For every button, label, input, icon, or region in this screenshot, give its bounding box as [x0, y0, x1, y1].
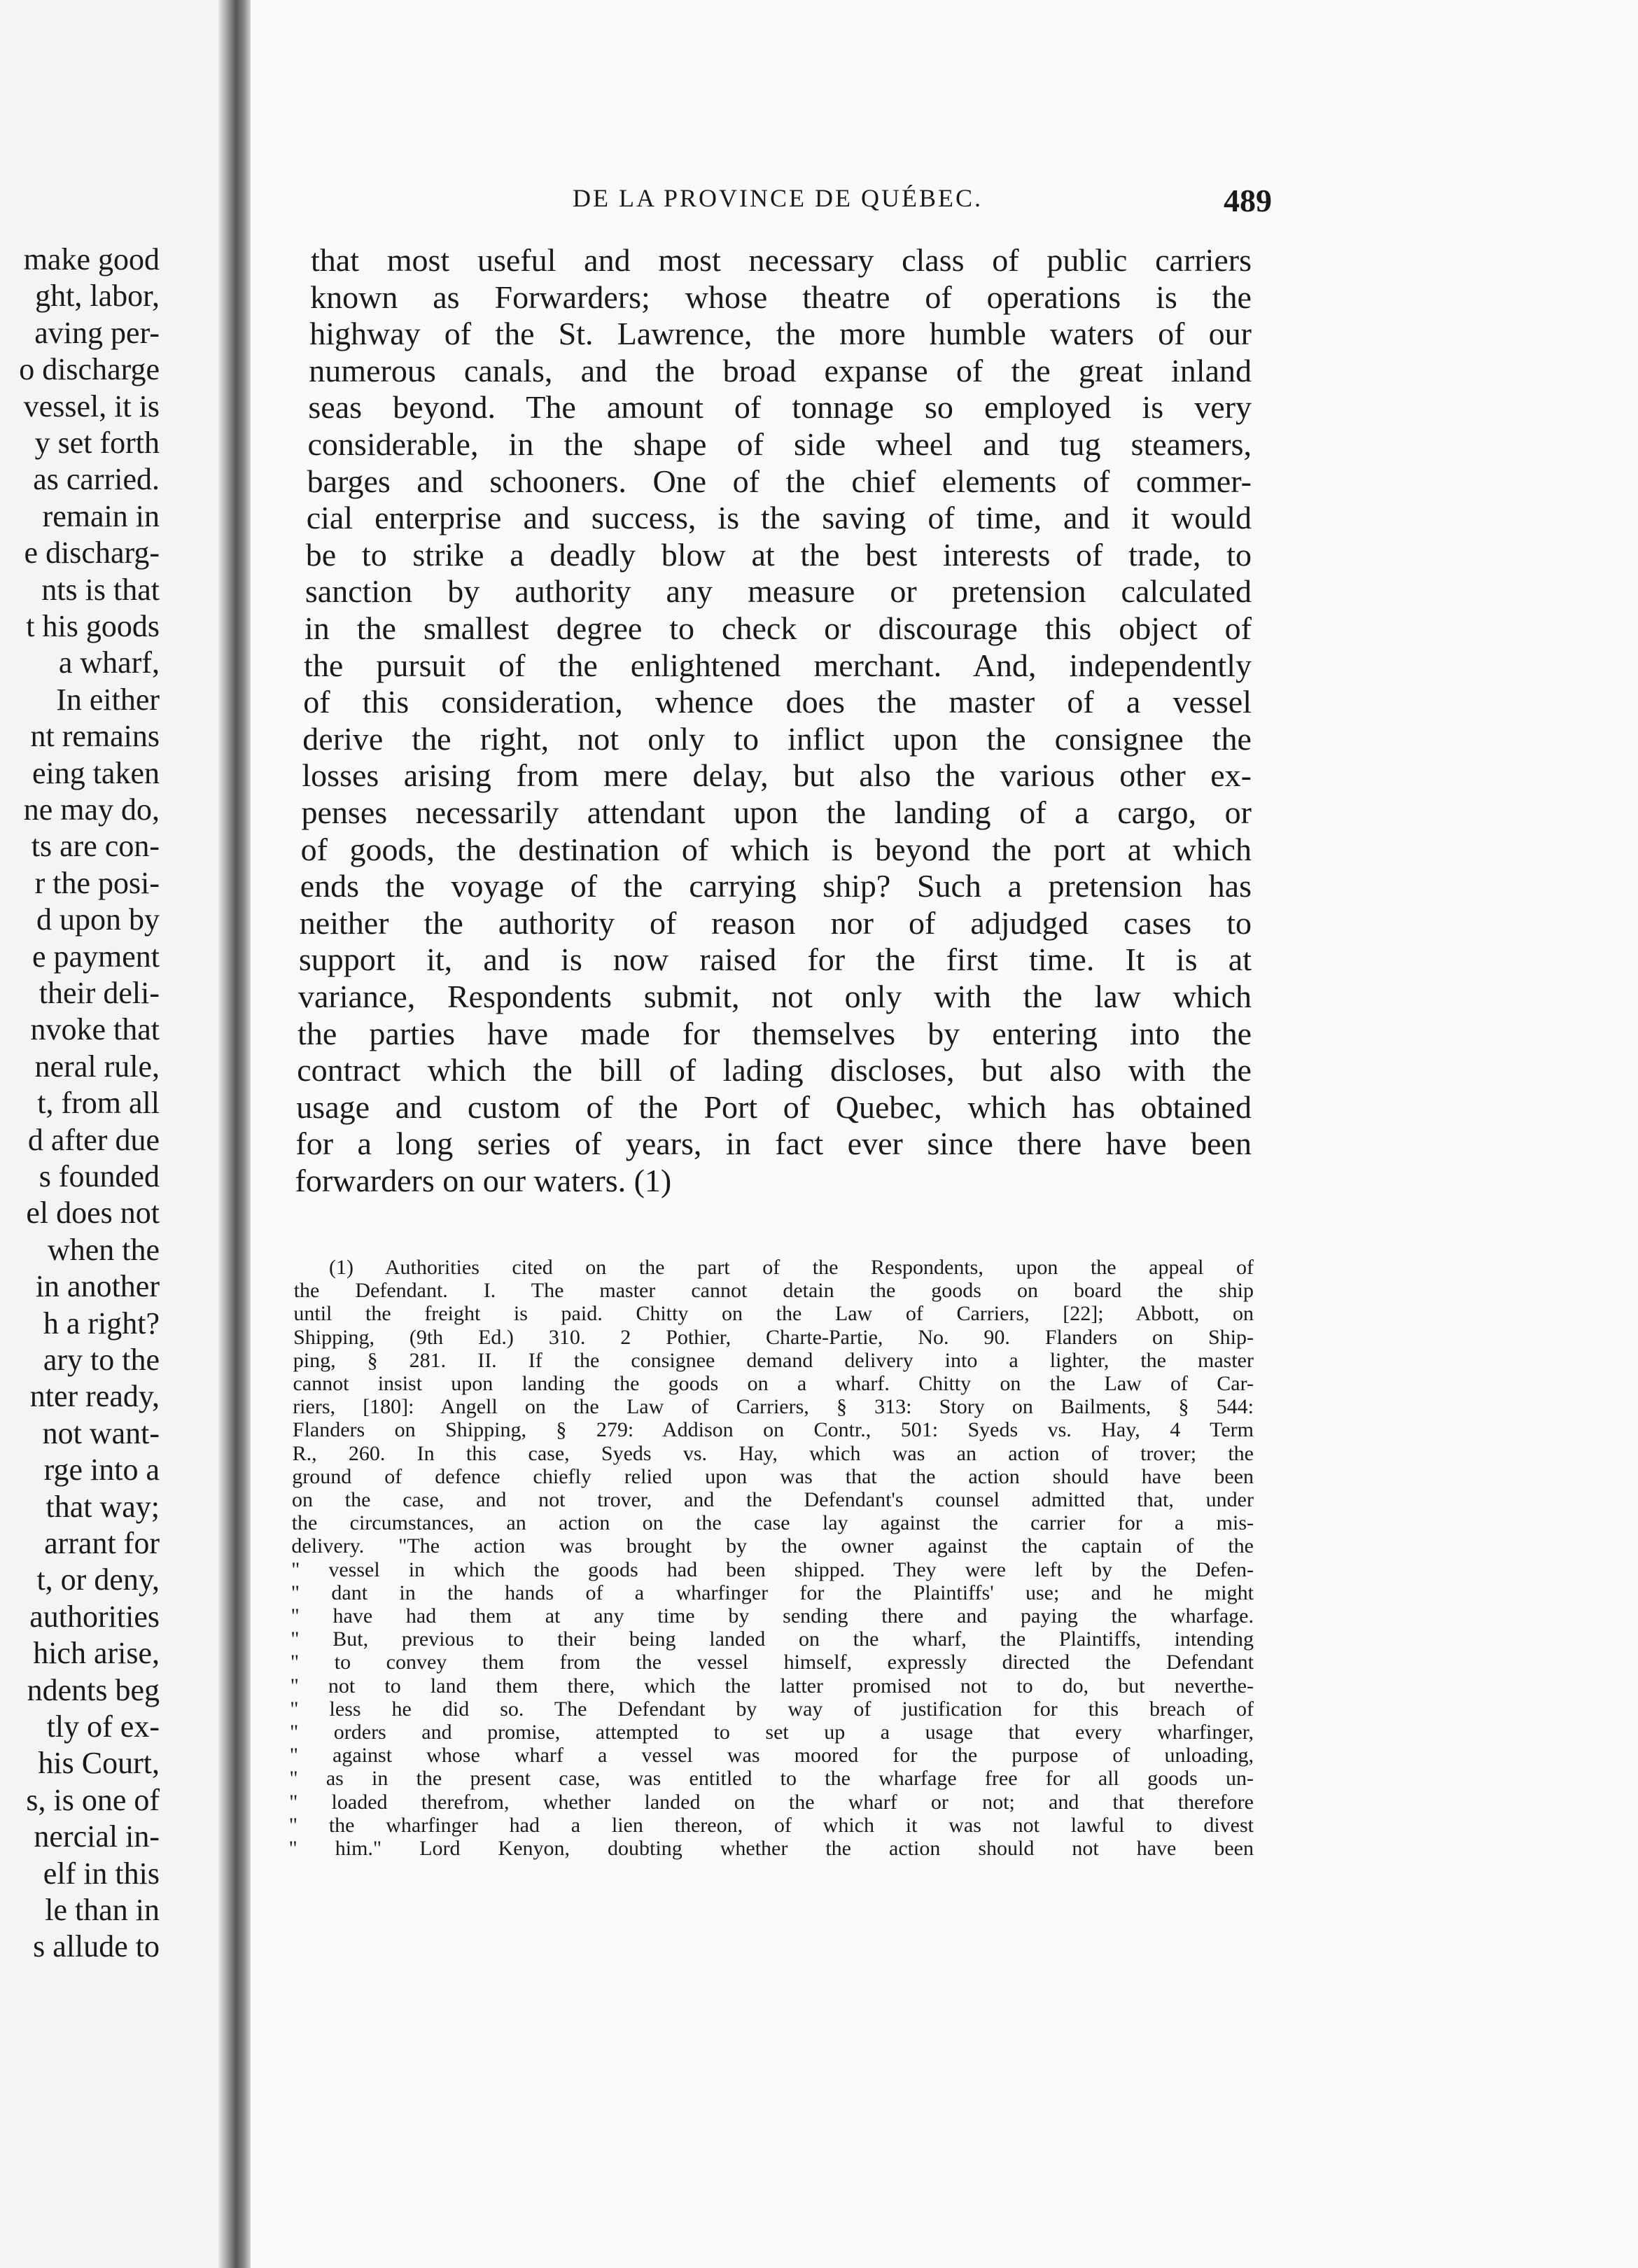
- body-line: of goods, the destination of which is beyond the port at which: [300, 831, 1252, 867]
- left-page-line: when the: [47, 1232, 160, 1267]
- footnote-line: " orders and promise, attempted to set up a usage that every wharfinger,: [290, 1721, 1254, 1744]
- left-page-line: e discharg-: [24, 536, 160, 570]
- left-page-line: t, from all: [37, 1086, 160, 1121]
- left-page-line: ndents beg: [27, 1672, 160, 1707]
- left-page-line: ght, labor,: [35, 279, 160, 314]
- left-page-line: t his goods: [26, 609, 160, 643]
- left-page-line: authorities: [29, 1599, 160, 1634]
- left-page-line: nter ready,: [29, 1379, 160, 1414]
- body-line: forwarders on our waters. (1): [295, 1163, 672, 1198]
- left-page-line: ary to the: [43, 1343, 160, 1377]
- footnote-line: R., 260. In this case, Syeds vs. Hay, which was an action of trover; the: [292, 1441, 1254, 1465]
- left-page-line: s allude to: [33, 1929, 160, 1964]
- left-page-line: elf in this: [43, 1856, 160, 1891]
- body-line: seas beyond. The amount of tonnage so employed is very: [308, 389, 1252, 426]
- body-line: highway of the St. Lawrence, the more humble waters of our: [309, 316, 1252, 352]
- left-page-line: tly of ex-: [46, 1709, 160, 1744]
- body-line: sanction by authority any measure or pretension calculated: [304, 573, 1252, 610]
- left-page-line: r the posi-: [34, 865, 160, 900]
- left-page-line: nercial in-: [34, 1819, 160, 1854]
- left-page-line: arrant for: [44, 1526, 160, 1560]
- left-page-line: eing taken: [31, 755, 160, 790]
- footnote-line: the circumstances, an action on the case lay against the carrier for a mis-: [291, 1511, 1254, 1535]
- left-page-line: in another: [35, 1269, 160, 1304]
- left-page-line: not want-: [42, 1415, 160, 1450]
- left-page-line: s, is one of: [26, 1782, 160, 1817]
- left-page-line: nvoke that: [30, 1012, 160, 1047]
- footnote-line: " have had them at any time by sending there and paying the wharfage.: [290, 1604, 1254, 1628]
- left-page-line: ts are con-: [31, 829, 160, 864]
- left-page-line: In either: [56, 682, 160, 717]
- body-line: ends the voyage of the carrying ship? Such a pretension has: [300, 868, 1252, 904]
- left-page-line: neral rule,: [34, 1049, 160, 1084]
- footnote-line: " against whose wharf a vessel was moored for the purpose of unloading,: [289, 1744, 1254, 1768]
- footnote-line: cannot insist upon landing the goods on a wharf. Chitty on the Law of Car-: [293, 1372, 1254, 1395]
- body-line: losses arising from mere delay, but also the various other ex-: [302, 757, 1252, 794]
- left-page-line: their deli-: [38, 976, 160, 1010]
- running-head-title: DE LA PROVINCE DE QUÉBEC.: [573, 184, 983, 212]
- body-line: of this consideration, whence does the master of a vessel: [303, 684, 1252, 720]
- footnote-line: Shipping, (9th Ed.) 310. 2 Pothier, Charte-Partie, No. 90. Flanders on Ship-: [293, 1325, 1254, 1349]
- body-line: that most useful and most necessary class of public carriers: [311, 242, 1252, 278]
- footnote-line: " But, previous to their being landed on the wharf, the Plaintiffs, intending: [290, 1628, 1254, 1651]
- left-page-line: y set forth: [34, 426, 160, 460]
- left-page-line: ne may do,: [23, 792, 160, 827]
- footnote-line: on the case, and not trover, and the Defendant's counsel admitted that, under: [292, 1488, 1254, 1511]
- footnote-line: until the freight is paid. Chitty on the Law of Carriers, [22]; Abbott, on: [293, 1302, 1254, 1326]
- footnote-line: delivery. "The action was brought by the owner against the captain of the: [291, 1534, 1254, 1558]
- book-gutter: [218, 0, 251, 2268]
- left-page-line: h a right?: [43, 1306, 160, 1340]
- left-page-line: d after due: [27, 1122, 160, 1157]
- body-line: support it, and is now raised for the first time. It is at: [298, 941, 1252, 978]
- left-page-line: hich arise,: [33, 1636, 160, 1671]
- body-line: barges and schooners. One of the chief elements of commer-: [307, 463, 1252, 499]
- footnote-line: " as in the present case, was entitled to the wharfage free for all goods un-: [289, 1767, 1254, 1791]
- left-page-line: his Court,: [38, 1746, 160, 1781]
- body-line: the parties have made for themselves by entering into the: [298, 1015, 1252, 1051]
- left-page-line: le than in: [45, 1893, 160, 1927]
- body-line: be to strike a deadly blow at the best interests of trade, to: [305, 536, 1252, 573]
- footnote-line: " the wharfinger had a lien thereon, of which it was not lawful to divest: [288, 1813, 1254, 1837]
- left-page-line: el does not: [26, 1196, 160, 1231]
- left-page-fragment: [0, 0, 218, 2268]
- body-line: numerous canals, and the broad expanse of the great inland: [309, 352, 1252, 388]
- left-page-line: rge into a: [43, 1452, 160, 1488]
- footnote-line: " less he did so. The Defendant by way of justification for this breach of: [290, 1697, 1254, 1721]
- body-line: penses necessarily attendant upon the landing of a cargo, or: [301, 794, 1252, 830]
- body-line: known as Forwarders; whose theatre of operations is the: [310, 279, 1252, 315]
- body-line: derive the right, not only to inflict upon the consignee the: [302, 720, 1252, 757]
- footnote-line: (1) Authorities cited on the part of the Respondents, upon the appeal of: [329, 1256, 1254, 1279]
- left-page-line: aving per-: [34, 315, 160, 350]
- left-page-line: o discharge: [19, 352, 160, 387]
- footnote-line: " not to land them there, which the latter promised not to do, but neverthe-: [290, 1674, 1254, 1698]
- left-page-line: s founded: [38, 1159, 160, 1194]
- footnote-line: riers, [180]: Angell on the Law of Carriers, § 313: Story on Bailments, § 544:: [293, 1395, 1254, 1419]
- body-line: usage and custom of the Port of Quebec, which has obtained: [296, 1088, 1252, 1125]
- left-page-line: make good: [23, 242, 160, 276]
- body-line: in the smallest degree to check or discourage this object of: [304, 610, 1252, 646]
- footnote-line: ping, § 281. II. If the consignee demand delivery into a lighter, the master: [293, 1348, 1254, 1372]
- footnote-line: " to convey them from the vessel himself, expressly directed the Defendant: [290, 1651, 1254, 1674]
- footnote-line: ground of defence chiefly relied upon was that the action should have been: [292, 1464, 1254, 1488]
- footnote-line: Flanders on Shipping, § 279: Addison on Contr., 501: Syeds vs. Hay, 4 Term: [292, 1418, 1254, 1442]
- left-page-line: a wharf,: [58, 645, 160, 680]
- footnote-line: " vessel in which the goods had been shipped. They were left by the Defen-: [291, 1558, 1254, 1581]
- body-line: cial enterprise and success, is the saving of time, and it would: [306, 500, 1252, 536]
- left-page-line: t, or deny,: [36, 1562, 160, 1597]
- footnote-line: " him." Lord Kenyon, doubting whether the action should not have been: [288, 1837, 1254, 1860]
- footnote-line: " loaded therefrom, whether landed on the wharf or not; and that therefore: [289, 1790, 1254, 1814]
- footnote-line: the Defendant. I. The master cannot detain the goods on board the ship: [293, 1279, 1254, 1303]
- body-line: the pursuit of the enlightened merchant. And, independently: [304, 647, 1252, 683]
- right-page: [251, 0, 1638, 2268]
- left-page-line: vessel, it is: [23, 388, 160, 424]
- footnote-line: " dant in the hands of a wharfinger for the Plaintiffs' use; and he might: [290, 1581, 1254, 1604]
- body-line: contract which the bill of lading discloses, but also with the: [297, 1052, 1252, 1088]
- body-line: variance, Respondents submit, not only with the law which: [298, 979, 1252, 1014]
- left-page-line: remain in: [42, 498, 160, 533]
- left-page-line: e payment: [31, 939, 160, 974]
- left-page-line: nts is that: [41, 572, 160, 607]
- left-page-line: d upon by: [36, 902, 160, 937]
- left-page-line: as carried.: [33, 462, 160, 497]
- body-line: considerable, in the shape of side wheel and tug steamers,: [307, 426, 1252, 462]
- page-number: 489: [1224, 183, 1272, 218]
- body-line: neither the authority of reason nor of adjudged cases to: [299, 904, 1252, 941]
- left-page-line: that way;: [46, 1489, 160, 1524]
- left-page-line: nt remains: [30, 719, 160, 754]
- body-line: for a long series of years, in fact ever since there have been: [295, 1126, 1252, 1162]
